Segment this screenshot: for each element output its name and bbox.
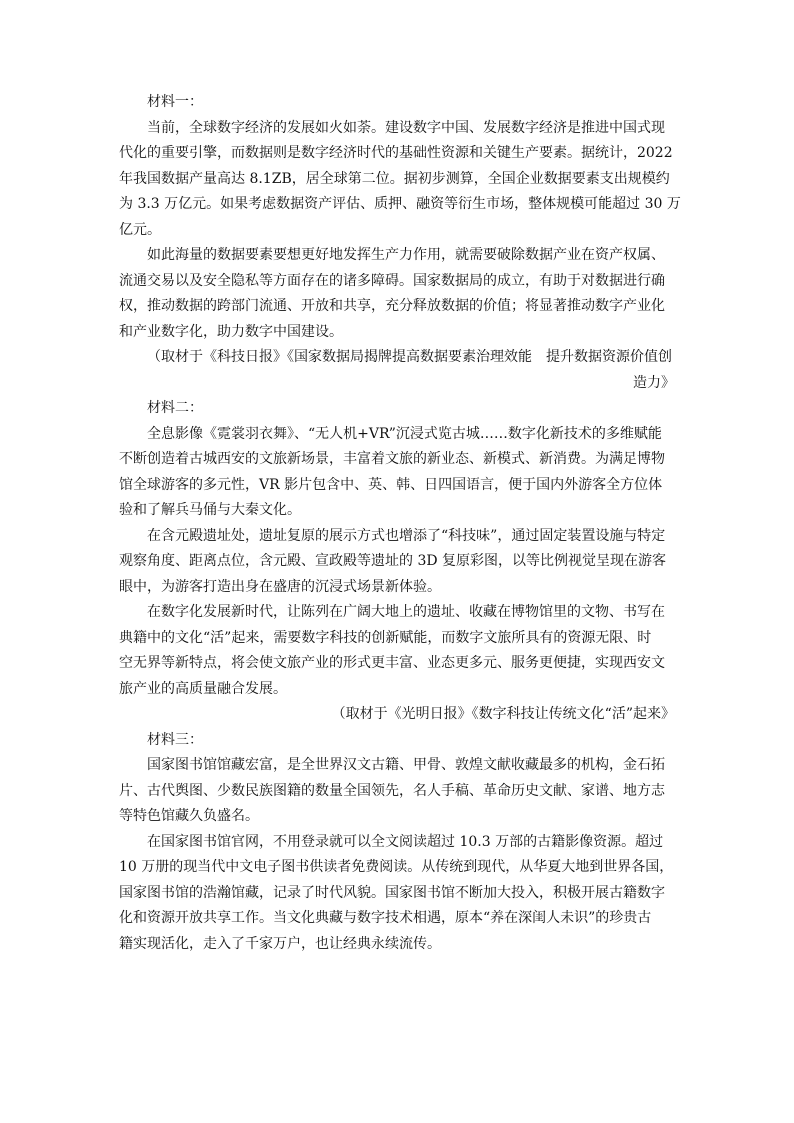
material3-paragraph-2 bbox=[119, 830, 675, 958]
paragraph-line: 在含元殿遗址处，遗址复原的展示方式也增添了“科技味”，通过固定装置设施与特定 bbox=[147, 527, 666, 544]
paragraph-line: 全息影像《霓裳羽衣舞》、“无人机+VR”沉浸式览古城……数字化新技术的多维赋能 bbox=[147, 425, 662, 442]
material2-paragraph-3 bbox=[119, 600, 675, 702]
material1-heading: 材料一： bbox=[147, 94, 203, 110]
paragraph-line: 在国家图书馆官网，不用登录就可以全文阅读超过 10.3 万部的古籍影像资源。超过 bbox=[147, 833, 664, 850]
paragraph-line: 在数字化发展新时代，让陈列在广阔大地上的遗址、收藏在博物馆里的文物、书写在 bbox=[147, 604, 665, 620]
material2-paragraph-1 bbox=[119, 422, 675, 524]
material2-citation: （取材于《光明日报》《数字科技让传统文化“活”起来》 bbox=[331, 706, 675, 722]
citation-line: （取材于《科技日报》《国家数据局揭牌提高数据要素治理效能 提升数据资源价值创 bbox=[147, 349, 672, 365]
document-page bbox=[119, 90, 681, 957]
material2-paragraph-2 bbox=[119, 524, 675, 601]
paragraph-line: 眼中，为游客打造出身在盛唐的沉浸式场景新体验。 bbox=[119, 578, 441, 595]
paragraph-line: 旅产业的高质量融合发展。 bbox=[119, 680, 287, 697]
paragraph-line: 验和了解兵马俑与大秦文化。 bbox=[119, 502, 301, 518]
citation-line: 造力》 bbox=[633, 374, 675, 391]
paragraph-line: 如此海量的数据要素要想更好地发挥生产力作用，就需要破除数据产业在资产权属、 bbox=[147, 247, 665, 263]
paragraph-line: 馆全球游客的多元性，VR 影片包含中、英、韩、日四国语言，便于国内外游客全方位体 bbox=[119, 476, 663, 493]
paragraph-line: 国家图书馆馆藏宏富，是全世界汉文古籍、甲骨、敦煌文献收藏最多的机构，金石拓 bbox=[147, 757, 665, 773]
paragraph-line: 为 3.3 万亿元。如果考虑数据资产评估、质押、融资等衍生市场，整体规模可能超过 30 万 bbox=[119, 196, 681, 212]
paragraph-line: 不断创造着古城西安的文旅新场景，丰富着文旅的新业态、新模式、新消费。为满足博物 bbox=[119, 451, 665, 467]
material3-heading: 材料三： bbox=[147, 731, 203, 748]
paragraph-line: 代化的重要引擎，而数据则是数字经济时代的基础性资源和关键生产要素。据统计，2022 bbox=[119, 145, 673, 161]
paragraph-line: 当前，全球数字经济的发展如火如荼。建设数字中国、发展数字经济是推进中国式现 bbox=[147, 119, 665, 136]
material1-paragraph-1 bbox=[119, 116, 681, 244]
paragraph-line: 10 万册的现当代中文电子图书供读者免费阅读。从传统到现代，从华夏大地到世界各国， bbox=[119, 859, 674, 875]
paragraph-line: 观察角度、距离点位，含元殿、宣政殿等遗址的 3D 复原彩图，以等比例视觉呈现在游客 bbox=[119, 553, 667, 569]
paragraph-line: 权，推动数据的跨部门流通、开放和共享，充分释放数据的价值；将显著推动数字产业化 bbox=[119, 298, 665, 314]
material3-paragraph-1 bbox=[119, 753, 675, 830]
paragraph-line: 化和资源开放共享工作。当文化典藏与数字技术相遇，原本“养在深闺人未识”的珍贵古 bbox=[119, 910, 652, 926]
paragraph-line: 流通交易以及安全隐私等方面存在的诸多障碍。国家数据局的成立，有助于对数据进行确 bbox=[119, 272, 665, 289]
paragraph-line: 空无界等新特点，将会使文旅产业的形式更丰富、业态更多元、服务更便捷，实现西安文 bbox=[119, 655, 665, 671]
paragraph-line: 和产业数字化，助力数字中国建设。 bbox=[119, 323, 343, 340]
paragraph-line: 典籍中的文化“活”起来，需要数字科技的创新赋能，而数字文旅所具有的资源无限、时 bbox=[119, 629, 652, 646]
material1-citation bbox=[119, 345, 675, 396]
material1-paragraph-2 bbox=[119, 243, 675, 345]
paragraph-line: 等特色馆藏久负盛名。 bbox=[119, 808, 259, 824]
paragraph-line: 亿元。 bbox=[119, 221, 161, 238]
paragraph-line: 年我国数据产量高达 8.1ZB，居全球第二位。据初步测算，全国企业数据要素支出规模约 bbox=[119, 170, 670, 187]
paragraph-line: 籍实现活化，走入了千家万户，也让经典永续流传。 bbox=[119, 935, 441, 952]
material2-heading: 材料二： bbox=[147, 400, 203, 416]
paragraph-line: 国家图书馆的浩瀚馆藏，记录了时代风貌。国家图书馆不断加大投入，积极开展古籍数字 bbox=[119, 884, 665, 901]
paragraph-line: 片、古代舆图、少数民族图籍的数量全国领先，名人手稿、革命历史文献、家谱、地方志 bbox=[119, 782, 665, 799]
